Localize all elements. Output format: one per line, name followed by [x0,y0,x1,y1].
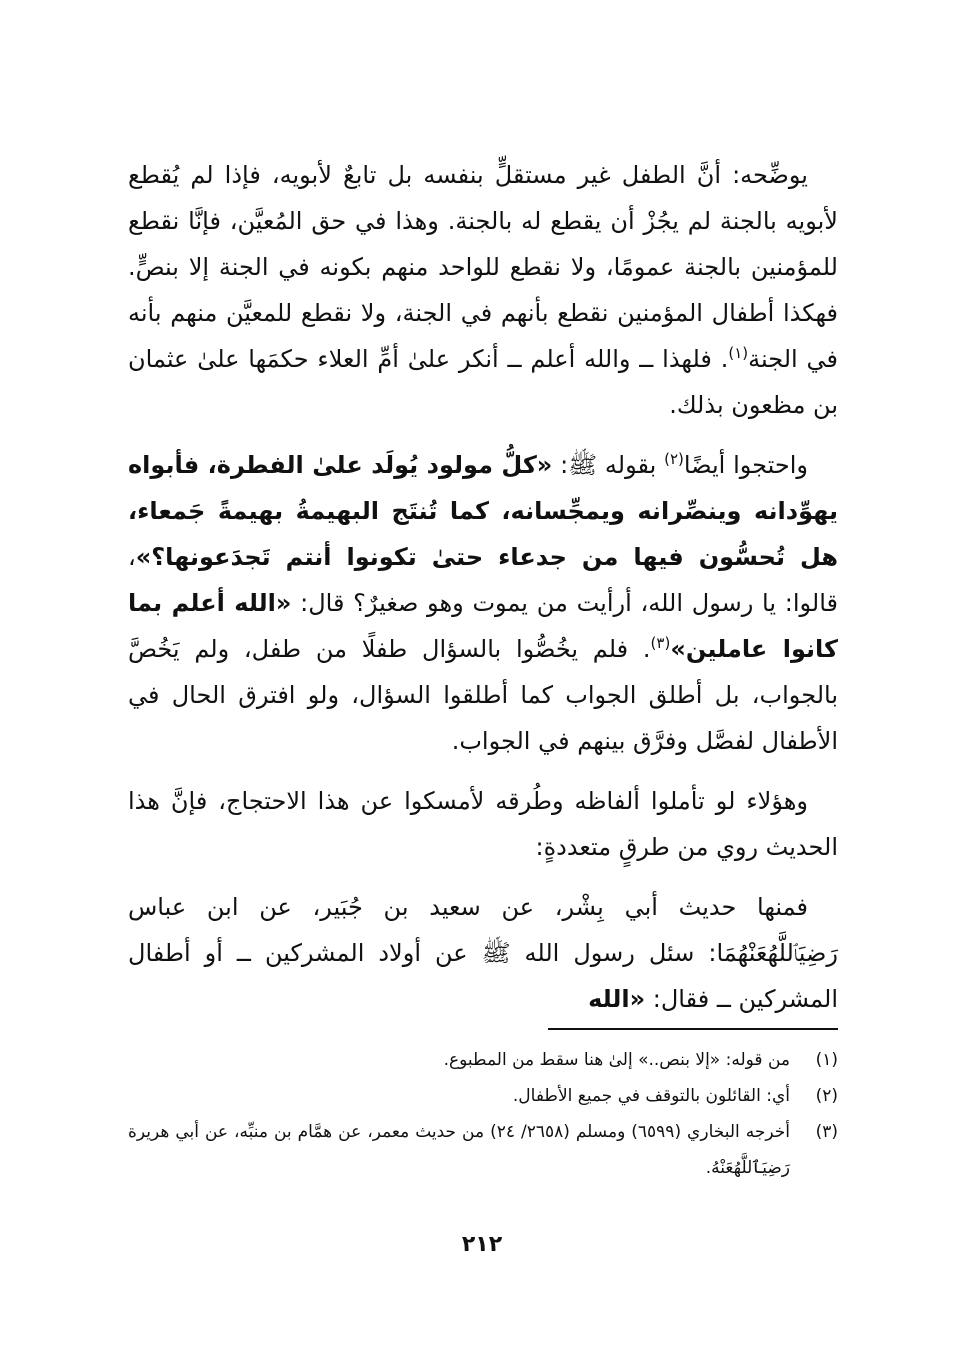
footnote-number: (١) [815,1050,838,1070]
footnote-divider [548,1028,838,1030]
footnote-text: أي: القائلون بالتوقف في جميع الأطفال. [512,1086,790,1106]
footnote-text: من قوله: «إلا بنص..» إلىٰ هنا سقط من المطبوع. [443,1050,790,1070]
footnotes [128,1042,838,1186]
footnote-ref: (٢) [664,450,684,468]
text-segment: يوضِّحه: أنَّ الطفل غير مستقلٍّ بنفسه بل تابعٌ لأبويه، فإذا لم يُقطع لأبويه بالجنة لم يجُزْ أن يقطع له بالجنة. وهذا في حق المُعيَّن، فإنَّا نقطع للمؤمنين بالجنة عمومًا، ولا نقطع للواحد منهم بكونه في الجنة إلا بنصٍّ. فهكذا أطفال المؤمنين نقطع بأنهم في الجنة، ولا نقطع للمعيَّن منهم بأنه في الجنة [128,161,839,373]
page-number: ٢١٢ [461,1232,503,1257]
paragraph-2 [128,442,838,764]
text-segment: وهؤلاء لو تأملوا ألفاظه وطُرقه لأمسكوا عن هذا الاحتجاج، فإنَّ هذا الحديث روي من طرقٍ متعددةٍ: [128,787,838,861]
text-segment: فمنها حديث أبي بِشْر، عن سعيد بن جُبَير، عن ابن عباس رَضِيَٱللَّهُعَنْهُمَا: سئل رسول الله ﷺ عن أولاد المشركين ــ أو أطفال المشركين ــ فقال: [128,893,838,1013]
footnote [128,1042,838,1078]
text-segment: . فلم يخُصُّوا بالسؤال طفلًا من طفل، ولم يَخُصَّ بالجواب، بل أطلق الجواب كما أطلقوا السؤال، ولو افترق الحال في الأطفال لفصَّل وفرَّق بينهم في الجواب. [128,635,838,755]
text-segment: ، قالوا: يا رسول الله، أرأيت من يموت وهو صغيرٌ؟ قال: [128,543,838,617]
paragraph-4 [128,884,838,1022]
text-segment: بقوله ﷺ: [552,451,665,479]
footnote [128,1078,838,1114]
paragraph-3 [128,778,838,870]
footnote-text: أخرجه البخاري (٦٥٩٩) ومسلم (٢٦٥٨/ ٢٤) من حديث معمر، عن همَّام بن منبِّه، عن أبي هريرة رَضِيَٱللَّهُعَنْهُ. [128,1122,790,1178]
paragraph-1 [128,152,838,428]
hadith-quote: «كلُّ مولود يُولَد علىٰ الفطرة، فأبواه يهوِّدانه وينصِّرانه ويمجِّسانه، كما تُنتَج البهيمةُ بهيمةً جَمعاء، هل تُحسُّون فيها من جدعاء حتىٰ تكونوا أنتم تَجدَعونها؟» [128,451,838,571]
main-text [128,152,838,1036]
footnote-ref: (١) [728,344,749,362]
text-segment: واحتجوا أيضًا [683,451,808,479]
footnote-number: (٣) [815,1122,838,1142]
footnote-ref: (٣) [650,634,671,652]
hadith-quote: «الله [588,985,646,1013]
hadith-quote: «الله أعلم بما كانوا عاملين» [128,589,838,663]
footnote-number: (٢) [815,1086,838,1106]
footnote [128,1114,838,1186]
text-segment: . فلهذا ــ والله أعلم ــ أنكر علىٰ أمِّ العلاء حكمَها علىٰ عثمان بن مظعون بذلك. [128,345,838,419]
